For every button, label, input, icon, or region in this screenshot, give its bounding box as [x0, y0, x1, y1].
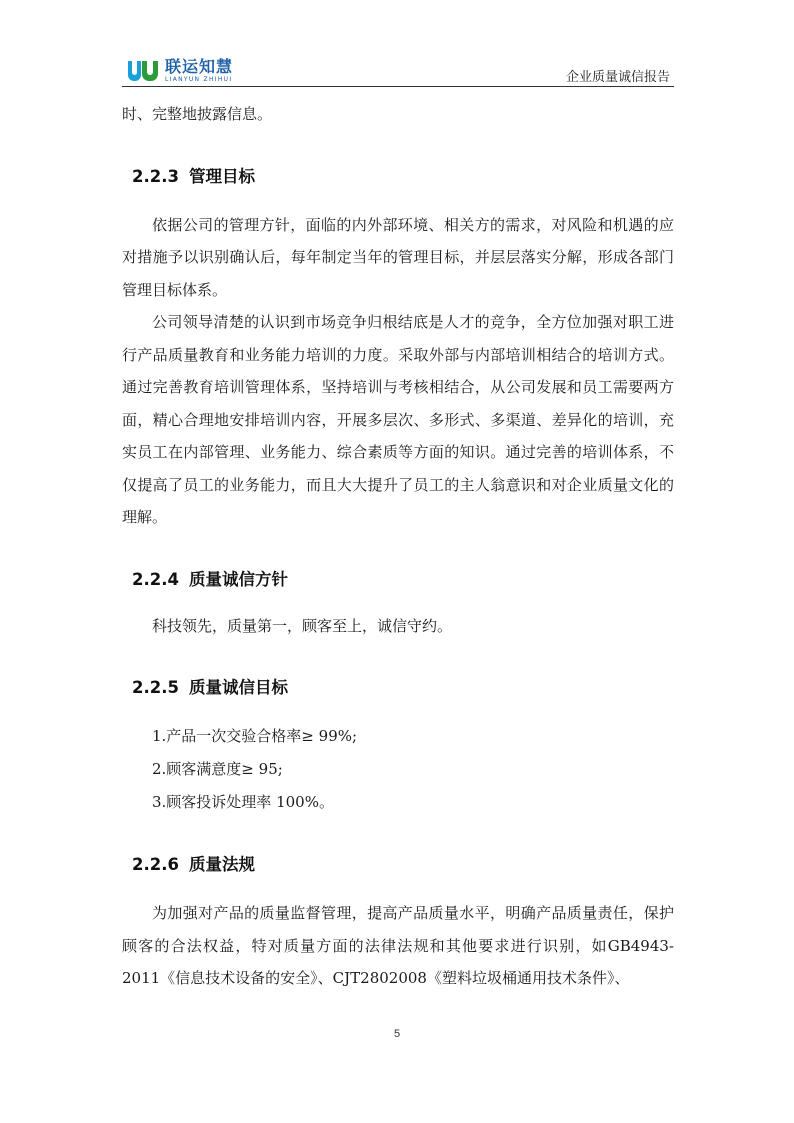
- paragraph: 依据公司的管理方针，面临的内外部环境、相关方的需求，对风险和机遇的应对措施予以识别确认后，每年制定当年的管理目标，并层层落实分解，形成各部门管理目标体系。: [122, 215, 674, 299]
- section-number: 2.2.4: [132, 569, 179, 589]
- section-number: 2.2.5: [132, 678, 179, 697]
- section-title: 质量诚信目标: [188, 678, 288, 697]
- company-logo: [128, 58, 233, 84]
- section-heading-2-2-3: [122, 151, 674, 203]
- report-title: 企业质量诚信报告: [565, 70, 670, 85]
- page-header: [122, 52, 674, 87]
- page-number: 5: [393, 1028, 401, 1040]
- paragraph: 科技领先，质量第一，顾客至上，诚信守约。: [152, 616, 453, 635]
- logo-icon: [128, 59, 160, 83]
- logo-english-name: LIANYUN ZHIHUI: [165, 76, 233, 83]
- logo-chinese-name: 联运知慧: [165, 57, 234, 76]
- paragraph: 公司领导清楚的认识到市场竞争归根结底是人才的竞争，全方位加强对职工进行产品质量教育和业务能力培训的力度。采取外部与内部培训相结合的培训方式。通过完善教育培训管理体系，坚持培训与考核相结合，从公司发展和员工需要两方面，精心合理地安排培训内容，开展多层次、多形式、多渠道、差异化的培训，充实员工在内部管理、业务能力、综合素质等方面的知识。通过完善的培训体系，不仅提高了员工的业务能力，而且大大提升了员工的主人翁意识和对企业质量文化的理解。: [122, 313, 674, 526]
- section-title: 管理目标: [188, 166, 255, 186]
- section-title: 质量诚信方针: [188, 569, 288, 589]
- page-body: [122, 98, 674, 995]
- section-heading-2-2-5: [122, 662, 674, 714]
- lead-paragraph: 时、完整地披露信息。: [122, 105, 273, 123]
- list-item: 2.顾客满意度≥ 95;: [152, 760, 283, 778]
- paragraph: 为加强对产品的质量监督管理，提高产品质量水平，明确产品质量责任，保护顾客的合法权益，特对质量方面的法律法规和其他要求进行识别，如GB4943-2011《信息技术设备的安全》、CJT2802008《塑料垃圾桶通用技术条件》、: [122, 904, 674, 987]
- list-item: 3.顾客投诉处理率 100%。: [152, 793, 334, 811]
- section-title: 质量法规: [188, 855, 255, 874]
- section-number: 2.2.3: [132, 166, 179, 186]
- section-heading-2-2-6: [122, 839, 674, 891]
- section-number: 2.2.6: [132, 855, 179, 874]
- list-item: 1.产品一次交验合格率≥ 99%;: [152, 727, 358, 745]
- section-heading-2-2-4: [122, 554, 674, 606]
